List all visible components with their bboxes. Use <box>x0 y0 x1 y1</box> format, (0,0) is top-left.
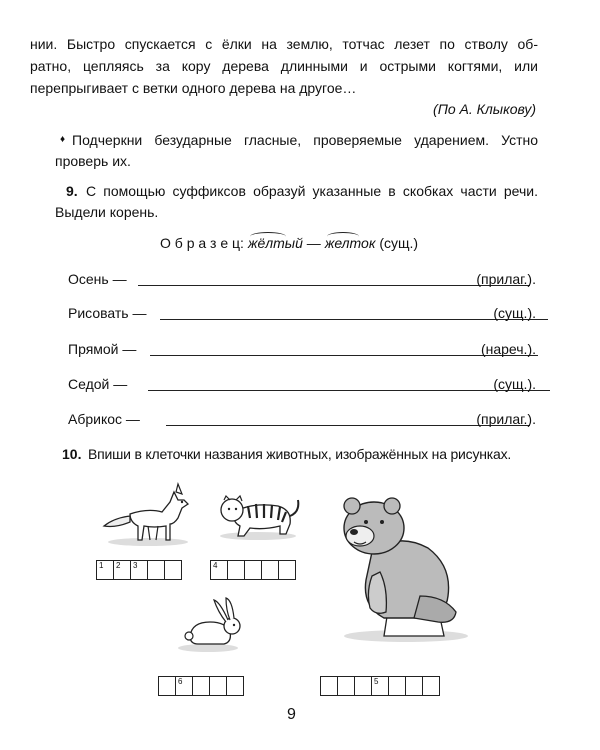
answer-word: Абрикос — <box>68 411 140 427</box>
answer-word: Рисовать — <box>68 305 147 321</box>
sample-pos: (сущ.) <box>379 235 419 251</box>
root-arc-1 <box>250 232 286 241</box>
answer-word: Прямой — <box>68 341 137 357</box>
letter-cell[interactable] <box>278 560 296 580</box>
task9-line-1: С помощью суффиксов образуй указанные в скобках части речи. <box>86 183 538 199</box>
sample-dash: — <box>306 235 321 251</box>
letter-cell[interactable] <box>227 560 245 580</box>
answer-row-straight <box>68 339 536 359</box>
task10-number: 10. <box>62 446 82 462</box>
letter-cell[interactable] <box>209 676 227 696</box>
letter-cell[interactable] <box>422 676 440 696</box>
bear-answer-cells <box>320 676 440 696</box>
letter-cell[interactable] <box>405 676 423 696</box>
answer-blank[interactable] <box>160 319 548 320</box>
root-arc-2 <box>327 232 359 241</box>
tiger-picture <box>212 484 302 544</box>
letter-cell[interactable]: 1 <box>96 560 114 580</box>
letter-cell[interactable] <box>158 676 176 696</box>
answer-row-autumn <box>68 269 536 289</box>
intro-line-1: нии. Быстро спускается с ёлки на землю, тотчас лезет по стволу об- <box>30 36 538 52</box>
letter-cell[interactable] <box>261 560 279 580</box>
letter-cell[interactable]: 2 <box>113 560 131 580</box>
letter-cell[interactable] <box>147 560 165 580</box>
intro-line-2: ратно, цепляясь за кору дерева длинными и острыми когтями, или <box>30 58 538 74</box>
letter-cell[interactable] <box>354 676 372 696</box>
fox-picture <box>100 478 196 550</box>
letter-cell[interactable]: 6 <box>175 676 193 696</box>
author-attribution: (По А. Клыкову) <box>433 101 536 117</box>
letter-cell[interactable] <box>337 676 355 696</box>
answer-word: Осень — <box>68 271 127 287</box>
answer-pos: (сущ.). <box>493 305 536 321</box>
letter-cell[interactable]: 4 <box>210 560 228 580</box>
answer-row-grey <box>68 374 536 394</box>
task9-line-2: Выдели корень. <box>55 204 159 220</box>
answer-blank[interactable] <box>138 285 530 286</box>
bear-picture <box>328 492 478 644</box>
task9-number: 9. <box>66 183 78 199</box>
answer-pos: (прилаг.). <box>476 271 536 287</box>
tiger-answer-cells <box>210 560 296 580</box>
letter-cell[interactable] <box>226 676 244 696</box>
answer-row-draw <box>68 303 536 323</box>
letter-cell[interactable] <box>244 560 262 580</box>
answer-pos: (прилаг.). <box>476 411 536 427</box>
answer-pos: (сущ.). <box>493 376 536 392</box>
page-number: 9 <box>287 706 296 723</box>
sample-word-2: желток <box>325 235 376 251</box>
intro-line-3: перепрыгивает с ветки одного дерева на другое… <box>30 80 357 96</box>
note-line-1: Подчеркни безударные гласные, проверяемые ударением. Устно <box>72 132 538 148</box>
sample-row <box>160 233 418 253</box>
letter-cell[interactable]: 5 <box>371 676 389 696</box>
note-line-2: проверь их. <box>55 153 131 169</box>
hare-answer-cells <box>158 676 244 696</box>
task10-text: Впиши в клеточки названия животных, изображённых на рисунках. <box>88 446 512 462</box>
fox-answer-cells <box>96 560 182 580</box>
sample-word-1: жёлтый <box>248 235 303 251</box>
hare-picture <box>170 596 250 656</box>
letter-cell[interactable] <box>192 676 210 696</box>
letter-cell[interactable]: 3 <box>130 560 148 580</box>
answer-blank[interactable] <box>150 355 538 356</box>
sample-label: О б р а з е ц: <box>160 235 244 251</box>
letter-cell[interactable] <box>164 560 182 580</box>
answer-blank[interactable] <box>148 390 550 391</box>
answer-word: Седой — <box>68 376 128 392</box>
letter-cell[interactable] <box>388 676 406 696</box>
letter-cell[interactable] <box>320 676 338 696</box>
answer-row-apricot <box>68 409 536 429</box>
bullet-icon: ♦ <box>60 134 66 145</box>
answer-pos: (нареч.). <box>480 341 536 357</box>
